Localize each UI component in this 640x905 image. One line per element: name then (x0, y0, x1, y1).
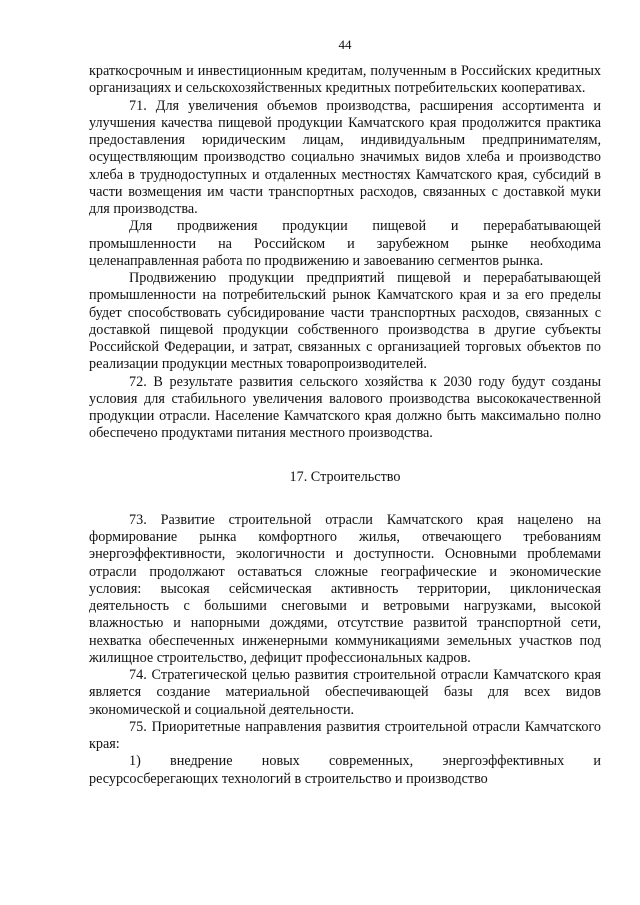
paragraph-subsidies: Продвижению продукции предприятий пищевой и перерабатывающей промышленности на потребительский рынок Камчатского края и за его пределы будет способствовать субсидирование части транспортных расходов, связанных с доставкой пищевой продукции собственного производства в другие субъекты Российской Федерации, и затрат, связанных с организацией торговых объектов по реализации продукции местных товаропроизводителей. (89, 270, 601, 373)
section-heading: 17. Строительство (289, 468, 401, 485)
paragraph-75-item-1: 1) внедрение новых современных, энергоэффективных и ресурсосберегающих технологий в строительство и производство (89, 753, 601, 787)
paragraph-promotion: Для продвижения продукции пищевой и перерабатывающей промышленности на Российском и зарубежном рынке необходима целенаправленная работа по продвижению и завоеванию сегментов рынка. (89, 218, 601, 269)
paragraph-continued: краткосрочным и инвестиционным кредитам, полученным в Российских кредитных организациях и сельскохозяйственных кредитных потребительских кооперативах. (89, 63, 601, 97)
paragraph-74: 74. Стратегической целью развития строительной отрасли Камчатского края является создание материальной обеспечивающей базы для всех видов экономической и социальной деятельности. (89, 667, 601, 718)
paragraph-72: 72. В результате развития сельского хозяйства к 2030 году будут созданы условия для стабильного увеличения валового производства высококачественной продукции отрасли. Население Камчатского края должно быть максимально полно обеспечено продуктами питания местного производства. (89, 373, 601, 442)
page-number: 44 (338, 37, 352, 52)
paragraph-73: 73. Развитие строительной отрасли Камчатского края нацелено на формирование рынка комфортного жилья, отвечающего требованиям энергоэффективности, экологичности и доступности. Основными проблемами отрасли продолжают оставаться сложные географические и экономические условия: высокая сейсмическая активность территории, циклоническая деятельность с большими снеговыми и ветровыми нагрузками, высокой влажностью и напорными дождями, отсутствие развитой транспортной сети, нехватка обеспеченных инженерными коммуникациями земельных участков под жилищное строительство, дефицит профессиональных кадров. (89, 511, 601, 666)
paragraph-71: 71. Для увеличения объемов производства, расширения ассортимента и улучшения качества пищевой продукции Камчатского края продолжится практика предоставления юридическим лицам, индивидуальным предпринимателям, осуществляющим производство социально значимых видов хлеба и производство хлеба в труднодоступных и отдаленных местностях Камчатского края, субсидий в части возмещения им части транспортных расходов, связанных с доставкой муки для производства. (89, 97, 601, 217)
paragraph-75: 75. Приоритетные направления развития строительной отрасли Камчатского края: (89, 718, 601, 752)
